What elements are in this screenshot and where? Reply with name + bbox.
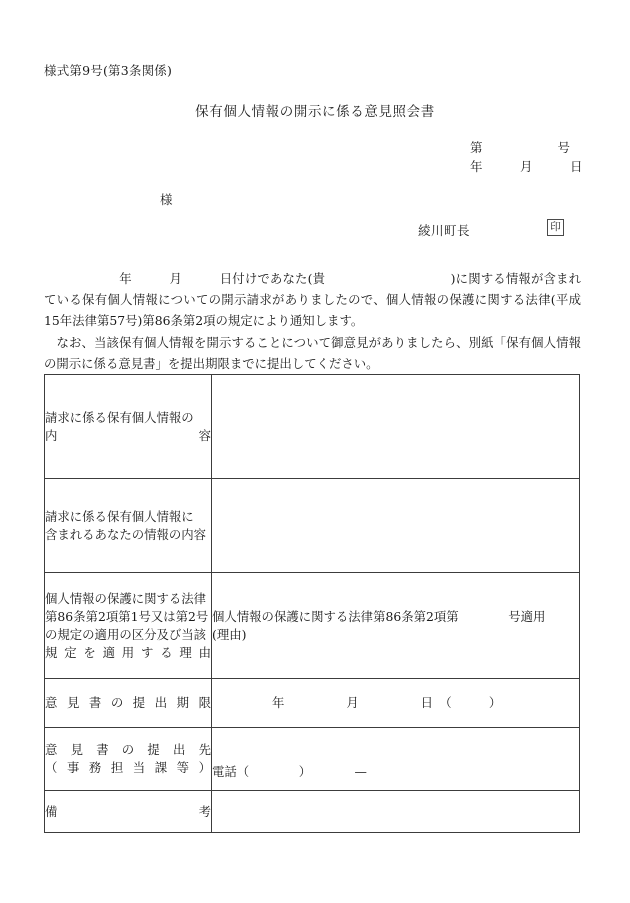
table-row <box>45 728 580 791</box>
row-label-line: 内 容 <box>45 427 211 443</box>
table-row <box>45 573 580 679</box>
row-label-line: 意見書の提出期限 <box>45 695 211 710</box>
row-value-submission-deadline[interactable] <box>212 679 580 728</box>
body-text <box>44 268 581 374</box>
row-value-your-info-content[interactable] <box>212 479 580 573</box>
legal-basis-reason-label: (理由) <box>212 626 247 642</box>
row-label-line: 個人情報の保護に関する法律 <box>45 590 207 606</box>
body-paragraph-2: なお、当該保有個人情報を開示することについて御意見がありましたら、別紙「保有個人情報の開示に係る意見書」を提出期限までに提出してください。 <box>44 335 581 371</box>
row-label-submission-destination <box>45 728 212 791</box>
table-row <box>45 679 580 728</box>
legal-basis-clause: 個人情報の保護に関する法律第86条第2項第 号適用 <box>212 608 546 624</box>
row-label-disclosure-content <box>45 375 212 479</box>
row-label-line: 第86条第2項第1号又は第2号 <box>45 608 209 624</box>
deadline-date-line: 年 月 日 （ ） <box>272 695 502 710</box>
document-date-line: 年 月 日 <box>470 159 583 174</box>
addressee-honorific: 様 <box>160 192 173 207</box>
row-label-line: 規定を適用する理由 <box>45 644 211 660</box>
row-label-line: 意見書の提出先 <box>45 742 211 757</box>
page-title: 保有個人情報の開示に係る意見照会書 <box>195 104 435 120</box>
table-row <box>45 791 580 833</box>
row-label-line: 請求に係る保有個人情報に <box>45 508 194 524</box>
row-value-disclosure-content[interactable] <box>212 375 580 479</box>
row-label-your-info-content <box>45 479 212 573</box>
issuer-name: 綾川町長 <box>418 223 471 238</box>
opinion-inquiry-table <box>44 374 580 833</box>
seal-stamp-icon: 印 <box>547 219 564 236</box>
row-label-line: （事務担当課等） <box>45 760 211 775</box>
table-row <box>45 479 580 573</box>
row-label-line: 請求に係る保有個人情報の <box>45 409 194 425</box>
row-label-legal-basis <box>45 573 212 679</box>
table-row <box>45 375 580 479</box>
telephone-line: 電話（ ） — <box>212 764 367 779</box>
row-value-remarks[interactable] <box>212 791 580 833</box>
row-value-legal-basis[interactable] <box>212 573 580 679</box>
body-paragraph-1: 年 月 日付けであなた(貴 )に関する情報が含まれている保有個人情報についての開示請求がありましたので、個人情報の保護に関する法律(平成15年法律第57号)第86条第2項の規定により通知します。 <box>44 271 581 328</box>
row-label-line: 含まれるあなたの情報の内容 <box>45 526 207 542</box>
row-label-remarks <box>45 791 212 833</box>
row-label-line: の規定の適用の区分及び当該 <box>45 626 207 642</box>
row-label-submission-deadline <box>45 679 212 728</box>
form-code-label: 様式第9号(第3条関係) <box>44 63 173 78</box>
row-value-submission-destination[interactable] <box>212 728 580 791</box>
document-number-line: 第 号 <box>470 140 571 155</box>
row-label-line: 備考 <box>45 803 211 819</box>
